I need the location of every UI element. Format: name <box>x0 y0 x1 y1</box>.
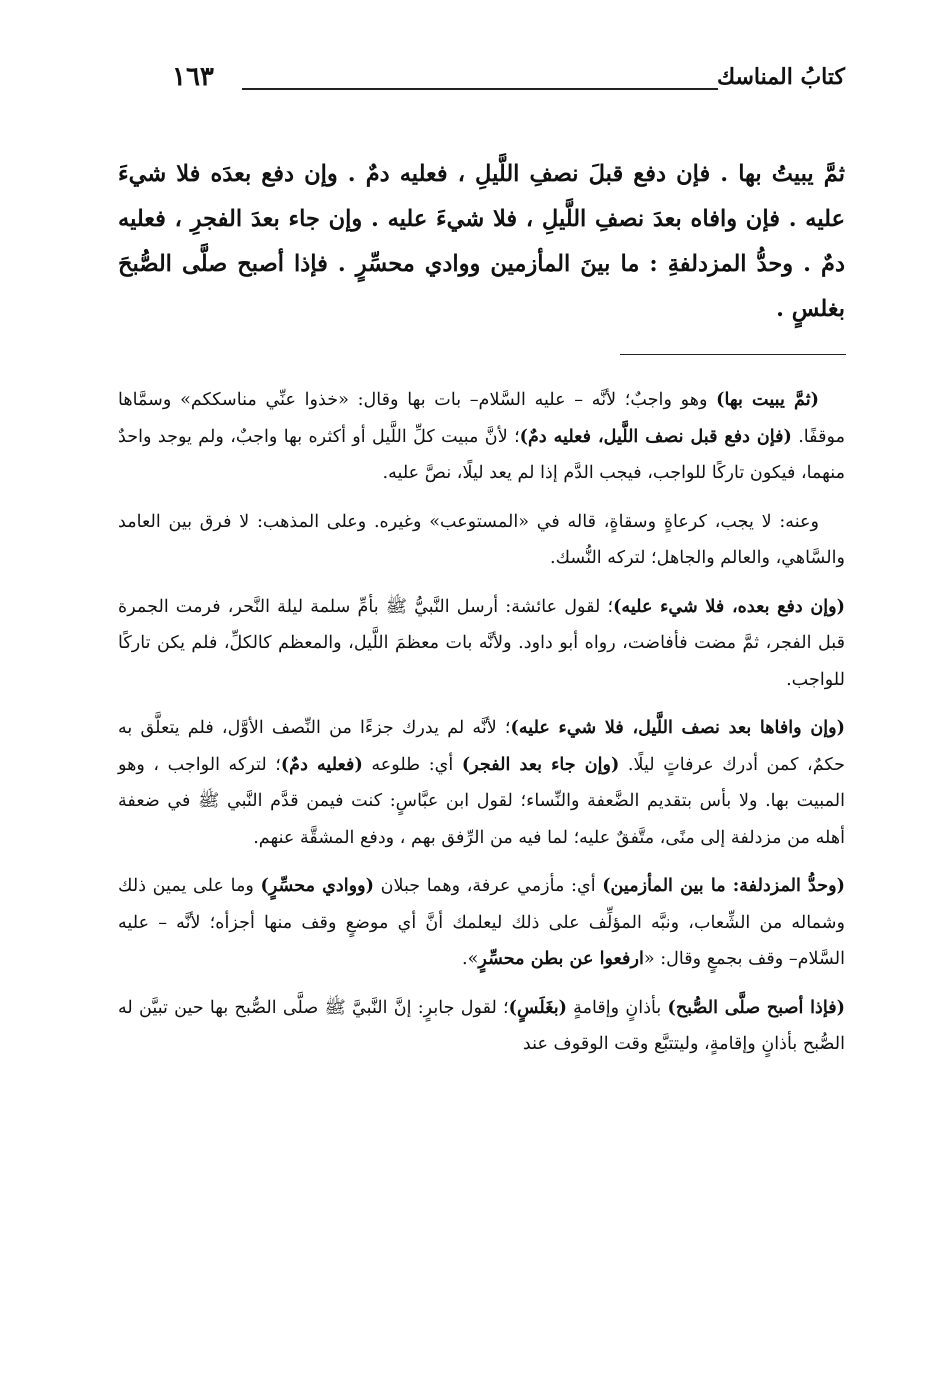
commentary-text: وما على يمين ذلك وشماله من الشِّعاب، ونبَّه المؤلِّف على ذلك ليعلمك أنَّ أي موضعٍ وقف منها أجزأه؛ لأنَّه – عليه السَّلام– وقف بجمعٍ وقال: « <box>118 876 845 969</box>
commentary-paragraph-6 <box>118 990 845 1063</box>
page-header <box>120 62 845 102</box>
quoted-main-text: (بغَلَسٍ) <box>508 996 567 1018</box>
footnote-divider <box>620 354 846 355</box>
quoted-main-text: (وإن وافاها بعد نصف اللَّيل، فلا شيء عليه) <box>510 717 845 738</box>
main-text-paragraph: ثمَّ يبيتُ بها . فإن دفع قبلَ نصفِ اللَّيلِ ، فعليه دمٌ . وإن دفع بعدَه فلا شيءَ عليه . فإن وافاه بعدَ نصفِ اللَّيلِ ، فلا شيءَ عليه . وإن جاء بعدَ الفجرِ ، فعليه دمٌ . وحدُّ المزدلفةِ : ما بينَ المأزمين ووادي محسِّرٍ . فإذا أصبح صلَّى الصُّبحَ بغلسٍ . <box>118 161 845 322</box>
page-number: ١٦٣ <box>172 62 214 92</box>
quoted-main-text: (وإن جاء بعد الفجر) <box>461 753 620 775</box>
commentary-text: ؛ لأنَّه لم يدرك جزءًا من النِّصف الأوَّل، فلم يتعلَّق به حكمٌ، كمن أدرك عرفاتٍ ليلًا. <box>118 718 845 775</box>
commentary-text: أي: مأزمي عرفة، وهما جبلان <box>373 876 603 896</box>
quoted-main-text: (وحدُّ المزدلفة: ما بين المأزمين) <box>602 875 845 896</box>
commentary-paragraph-5 <box>118 868 845 978</box>
commentary-text: ؛ لتركه الواجب ، وهو المبيت بها. ولا بأس بتقديم الضَّعفة والنِّساء؛ لقول ابن عبَّاسٍ: كنت فيمن قدَّم النَّبي ﷺ في ضعفة أهله من مزدلفة إلى منًى، متَّفقٌ عليه؛ لما فيه من الرِّفق بهم ، ودفع المشقَّة عنهم. <box>118 754 845 848</box>
commentary-text: أي: طلوعه <box>362 754 462 775</box>
commentary-paragraph-2 <box>118 504 845 577</box>
commentary-text: ؛ لقول جابرٍ: إنَّ النَّبيَّ ﷺ صلَّى الصُّبح بها حين تبيَّن له الصُّبح بأذانٍ وإقامةٍ، وليتتبَّع وقت الوقوف عند <box>118 997 845 1054</box>
commentary-text: ؛ لقول عائشة: أرسل النَّبيُّ ﷺ بأمِّ سلمة ليلة النَّحر، فرمت الجمرة قبل الفجر، ثمَّ مضت فأفاضت، رواه أبو داود. ولأنَّه بات معظمَ اللَّيل، والمعظم كالكلِّ، فلم يكن تاركًا للواجب. <box>118 596 845 690</box>
quoted-main-text: (ووادي محسِّرٍ) <box>260 875 374 896</box>
main-text <box>118 152 845 332</box>
header-rule <box>242 88 718 90</box>
commentary-text: وهو واجبٌ؛ لأنَّه – عليه السَّلام– بات بها وقال: «خذوا عنِّي مناسككم» وسمَّاها موقفًا. <box>118 390 845 447</box>
commentary-text: بأذانٍ وإقامةٍ <box>566 997 668 1018</box>
commentary-text: ». <box>462 949 479 969</box>
commentary-text: وعنه: لا يجب، كرعاةٍ وسقاةٍ، قاله في «المستوعب» وغيره. وعلى المذهب: لا فرق بين العامد والسَّاهي، والعالم والجاهل؛ لتركه النُّسك. <box>118 511 845 568</box>
quoted-main-text: (وإن دفع بعده، فلا شيء عليه) <box>613 595 846 617</box>
quoted-main-text: (فعليه دمٌ) <box>280 753 363 775</box>
commentary <box>118 382 845 1075</box>
commentary-text: ؛ لأنَّ مبيت كلِّ اللَّيل أو أكثره بها واجبٌ، ولم يوجد واحدٌ منهما، فيكون تاركًا للواجب، فيجب الدَّم إذا لم يعد ليلًا، نصَّ عليه. <box>118 426 845 483</box>
hadith-quote: ارفعوا عن بطن محسِّرٍ <box>478 948 644 969</box>
book-title: كتابُ المناسك <box>716 64 845 90</box>
quoted-main-text: (فإذا أصبح صلَّى الصُّبح) <box>667 996 845 1018</box>
commentary-paragraph-4 <box>118 710 845 856</box>
quoted-main-text: (ثمَّ يبيت بها) <box>716 389 819 410</box>
commentary-paragraph-1 <box>118 382 845 492</box>
quoted-main-text: (فإن دفع قبل نصف اللَّيل، فعليه دمٌ) <box>519 425 792 447</box>
commentary-paragraph-3 <box>118 589 845 699</box>
